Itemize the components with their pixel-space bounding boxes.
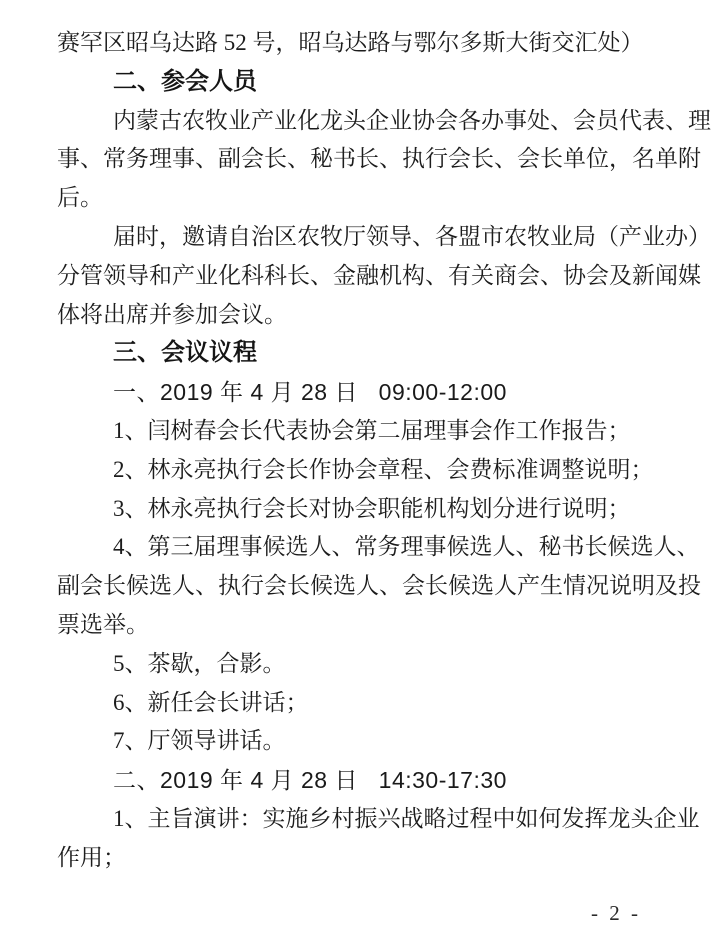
invitees-paragraph-line: 分管领导和产业化科科长、金融机构、有关商会、协会及新闻媒 [57, 262, 701, 288]
section-heading-participants: 二、参会人员 [113, 67, 257, 95]
invitees-paragraph-line: 体将出席并参加会议。 [57, 301, 287, 327]
agenda-item: 7、厅领导讲话。 [113, 728, 286, 754]
agenda-item-continuation: 票选举。 [57, 611, 149, 637]
invitees-paragraph-line: 届时，邀请自治区农牧厅领导、各盟市农牧业局（产业办） [113, 223, 711, 249]
agenda-item: 4、第三届理事候选人、常务理事候选人、秘书长候选人、 [113, 534, 700, 560]
address-continuation-line: 赛罕区昭乌达路 52 号，昭乌达路与鄂尔多斯大街交汇处） [57, 30, 644, 55]
agenda-item-continuation: 作用； [57, 844, 126, 870]
document-body [57, 24, 711, 878]
agenda-item: 3、林永亮执行会长对协会职能机构划分进行说明； [113, 495, 631, 521]
agenda-session-2-datetime: 二、2019 年 4 月 28 日 14:30-17:30 [113, 767, 507, 794]
agenda-item: 6、新任会长讲话； [113, 689, 309, 715]
participants-paragraph-line: 内蒙古农牧业产业化龙头企业协会各办事处、会员代表、理 [113, 107, 711, 133]
agenda-session-1-datetime: 一、2019 年 4 月 28 日 09:00-12:00 [113, 379, 507, 406]
section-heading-agenda: 三、会议议程 [113, 339, 257, 367]
agenda-item-continuation: 副会长候选人、执行会长候选人、会长候选人产生情况说明及投 [57, 573, 701, 599]
agenda-item: 1、主旨演讲：实施乡村振兴战略过程中如何发挥龙头企业 [113, 805, 700, 831]
agenda-item: 2、林永亮执行会长作协会章程、会费标准调整说明； [113, 456, 654, 482]
agenda-item: 1、闫树春会长代表协会第二届理事会作工作报告； [113, 417, 631, 443]
agenda-item: 5、茶歇，合影。 [113, 650, 286, 676]
participants-paragraph-line: 后。 [57, 185, 103, 211]
page-number: - 2 - [591, 901, 641, 925]
participants-paragraph-line: 事、常务理事、副会长、秘书长、执行会长、会长单位，名单附 [57, 146, 701, 172]
